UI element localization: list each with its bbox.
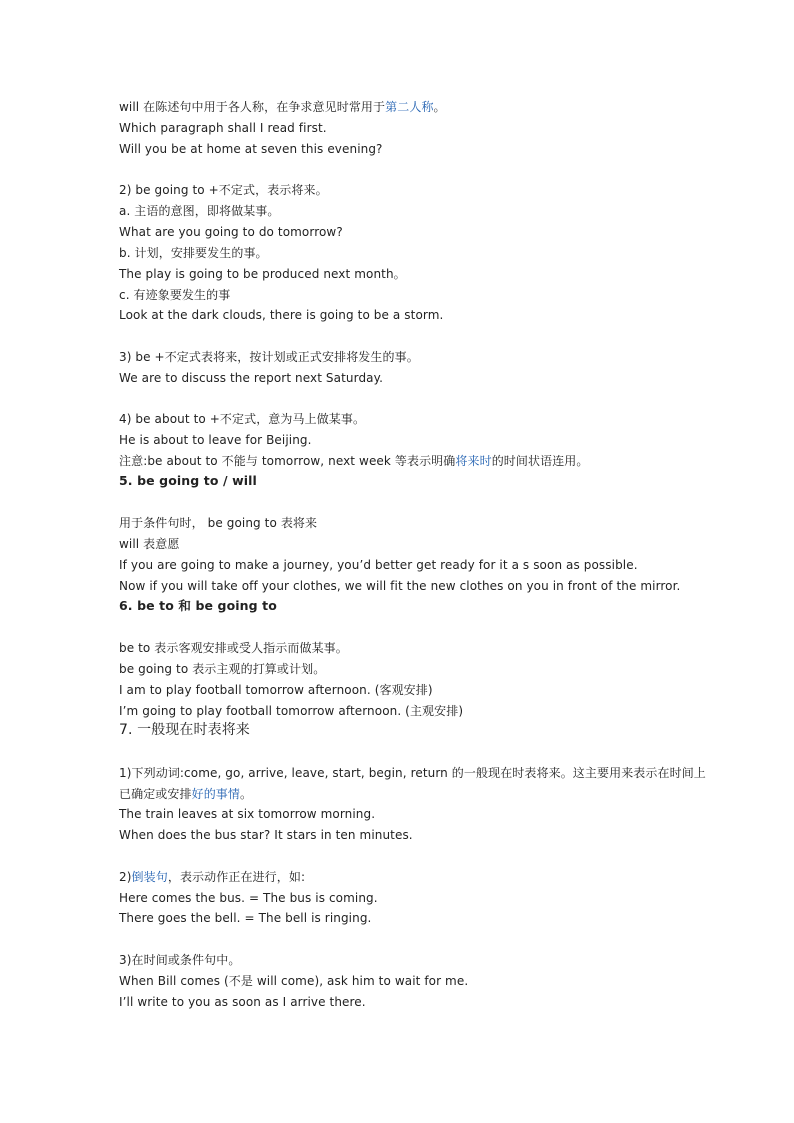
text-line — [119, 786, 252, 802]
link-second-person[interactable]: 第二人称 — [385, 100, 434, 114]
link-arranged-things[interactable]: 好的事情 — [191, 787, 241, 801]
section-heading: 6. be to 和 be going to — [119, 598, 277, 613]
section-item: 4) be about to +不定式，意为马上做某事。 — [119, 412, 366, 426]
text-line: be going to 表示主观的打算或计划。 — [119, 662, 326, 676]
section-item: 2) be going to +不定式，表示将来。 — [119, 183, 328, 197]
text-segment: 的时间状语连用。 — [491, 454, 589, 468]
link-inversion[interactable]: 倒装句 — [131, 870, 168, 884]
text-line — [119, 99, 446, 115]
text-segment: will 在陈述句中用于各人称，在争求意见时常用于 — [119, 100, 386, 114]
text-line: will 表意愿 — [119, 537, 180, 551]
example-sentence: Here comes the bus. = The bus is coming. — [119, 891, 378, 905]
sub-item: c. 有迹象要发生的事 — [119, 288, 231, 302]
example-sentence: Will you be at home at seven this evening? — [119, 142, 383, 156]
example-sentence: When Bill comes (不是 will come), ask him to wait for me. — [119, 974, 469, 988]
example-sentence: When does the bus star? It stars in ten minutes. — [119, 828, 413, 842]
example-sentence: He is about to leave for Beijing. — [119, 433, 312, 447]
text-segment: 。 — [433, 100, 446, 114]
example-sentence: I’ll write to you as soon as I arrive there. — [119, 995, 366, 1009]
example-sentence: Look at the dark clouds, there is going to be a storm. — [119, 308, 444, 322]
text-line: 1)下列动词:come, go, arrive, leave, start, begin, return 的一般现在时表将来。这主要用来表示在时间上 — [119, 766, 706, 780]
text-line: 用于条件句时， be going to 表将来 — [119, 516, 318, 530]
example-sentence: What are you going to do tomorrow? — [119, 225, 343, 239]
section-item: 3) be +不定式表将来，按计划或正式安排将发生的事。 — [119, 350, 419, 364]
example-sentence: I’m going to play football tomorrow afternoon. (主观安排) — [119, 704, 464, 718]
example-sentence: There goes the bell. = The bell is ringing. — [119, 911, 372, 925]
note-line — [119, 453, 589, 469]
section-heading: 5. be going to / will — [119, 473, 257, 488]
section-heading: 7. 一般现在时表将来 — [119, 722, 250, 738]
text-line: be to 表示客观安排或受人指示而做某事。 — [119, 641, 348, 655]
example-sentence: If you are going to make a journey, you’d better get ready for it a s soon as possible. — [119, 558, 638, 572]
text-segment: 2) — [119, 870, 132, 884]
example-sentence: We are to discuss the report next Saturday. — [119, 371, 384, 385]
sub-item: b. 计划，安排要发生的事。 — [119, 246, 268, 260]
example-sentence: I am to play football tomorrow afternoon. (客观安排) — [119, 683, 433, 697]
example-sentence: Which paragraph shall I read first. — [119, 121, 327, 135]
section-item — [119, 869, 305, 885]
text-segment: 注意:be about to 不能与 tomorrow, next week 等表示明确 — [119, 454, 456, 468]
example-sentence: Now if you will take off your clothes, we will fit the new clothes on you in front of the mirror. — [119, 579, 681, 593]
text-segment: 。 — [240, 787, 253, 801]
example-sentence: The play is going to be produced next month。 — [119, 267, 406, 281]
link-future-tense[interactable]: 将来时 — [455, 454, 492, 468]
text-segment: 已确定或安排 — [119, 787, 192, 801]
sub-item: a. 主语的意图，即将做某事。 — [119, 204, 280, 218]
text-segment: ，表示动作正在进行，如: — [167, 870, 306, 884]
section-item: 3)在时间或条件句中。 — [119, 953, 241, 967]
example-sentence: The train leaves at six tomorrow morning. — [119, 807, 376, 821]
